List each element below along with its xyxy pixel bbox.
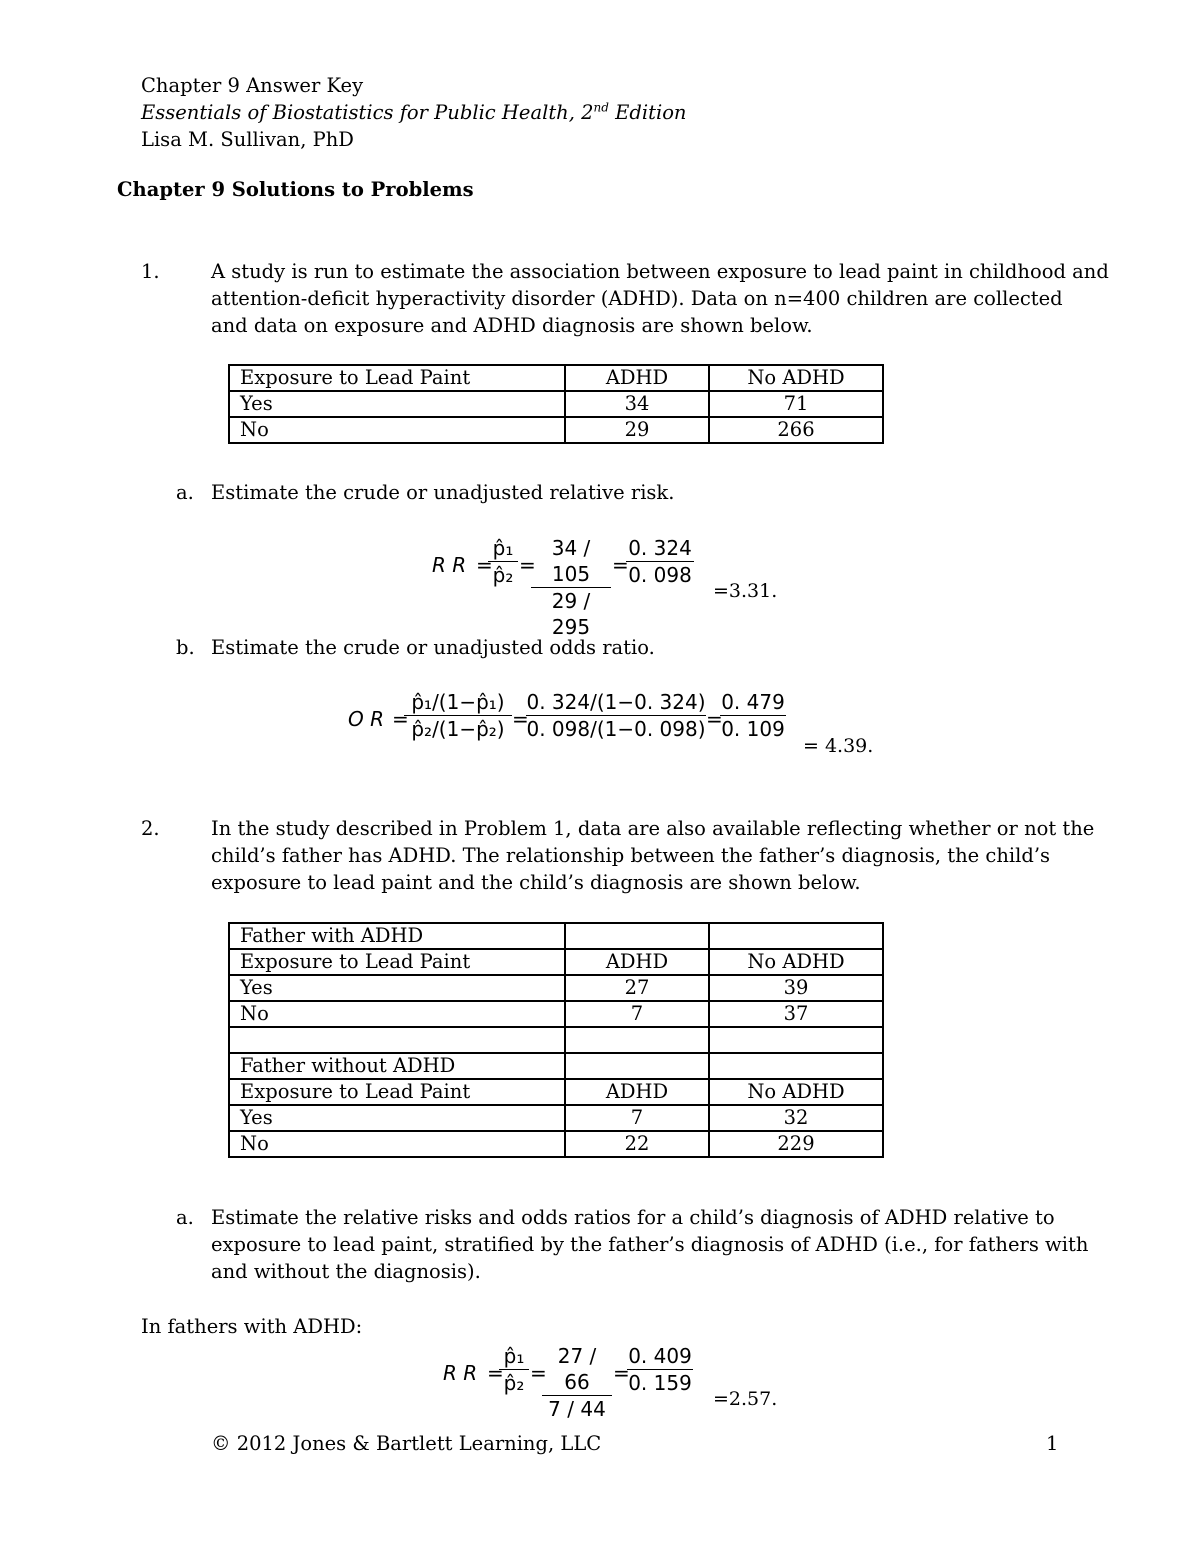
table-cell (565, 1027, 709, 1053)
fraction-denominator: 7 / 44 (548, 1397, 606, 1421)
table-cell: No (229, 417, 565, 443)
problem2-part-a-label: a. (176, 1206, 194, 1229)
or-lhs: O R (348, 707, 384, 731)
problem1-line2: attention-deficit hyperactivity disorder (ADHD). Data on n=400 children are collected (211, 287, 1063, 310)
problem2-line2: child’s father has ADHD. The relationship between the father’s diagnosis, the child’s (211, 844, 1051, 867)
table-row (229, 1105, 883, 1131)
header-book-title-sup: nd (593, 100, 609, 115)
table-row (229, 1131, 883, 1157)
table-header-cell: No ADHD (709, 949, 883, 975)
fraction-denominator: 0. 159 (628, 1371, 692, 1395)
rr-result-2: =2.57. (713, 1388, 778, 1410)
fraction (526, 689, 706, 742)
table-header-cell: Exposure to Lead Paint (229, 365, 565, 391)
problem1-line1: A study is run to estimate the association between exposure to lead paint in childhood and (211, 260, 1109, 283)
rr-lhs: R R (432, 553, 467, 577)
table-row (229, 1079, 883, 1105)
equals-sign: = (487, 1361, 504, 1385)
table-header-cell: Exposure to Lead Paint (229, 949, 565, 975)
table-cell (709, 923, 883, 949)
fraction-denominator: 0. 098 (628, 563, 692, 587)
rr-lhs: R R (443, 1361, 478, 1385)
fraction-numerator: 27 / 66 (557, 1344, 597, 1394)
equals-sign: = (530, 1361, 547, 1385)
table-cell (229, 1027, 565, 1053)
problem1-part-a-text: Estimate the crude or unadjusted relative risk. (211, 481, 675, 504)
equals-sign: = (519, 553, 536, 577)
table-cell: 266 (709, 417, 883, 443)
or-formula (348, 689, 808, 759)
fraction (488, 535, 518, 588)
table-cell (565, 923, 709, 949)
footer-page-number: 1 (1046, 1432, 1059, 1455)
table-cell: No (229, 1001, 565, 1027)
table-cell: No (229, 1131, 565, 1157)
equals-sign: = (706, 707, 723, 731)
table-cell: 34 (565, 391, 709, 417)
problem1-part-a-label: a. (176, 481, 194, 504)
problem2-line1: In the study described in Problem 1, data are also available reflecting whether or not the (211, 817, 1095, 840)
table-cell: 7 (565, 1001, 709, 1027)
fraction (499, 1343, 529, 1396)
fraction-numerator: p̂₁/(1−p̂₁) (411, 690, 505, 714)
problem1-part-b-label: b. (176, 636, 195, 659)
table-cell: 229 (709, 1131, 883, 1157)
fraction-denominator: 0. 109 (721, 717, 785, 741)
table-group-label: Father without ADHD (229, 1053, 565, 1079)
table-row (229, 365, 883, 391)
equals-sign: = (512, 707, 529, 731)
fraction-denominator: 29 / 295 (551, 589, 591, 639)
table-header-cell: ADHD (565, 949, 709, 975)
equals-sign: = (476, 553, 493, 577)
problem2-number: 2. (141, 817, 160, 840)
table-cell: 71 (709, 391, 883, 417)
table-cell: 29 (565, 417, 709, 443)
table-row (229, 391, 883, 417)
header-book-title (141, 99, 687, 126)
table-row (229, 1001, 883, 1027)
equals-sign: = (392, 707, 409, 731)
table-cell: 37 (709, 1001, 883, 1027)
table-cell (565, 1053, 709, 1079)
table-row (229, 949, 883, 975)
section-title: Chapter 9 Solutions to Problems (117, 178, 474, 201)
fraction-denominator: p̂₂/(1−p̂₂) (411, 717, 505, 741)
problem2-part-a-line3: and without the diagnosis). (211, 1260, 481, 1283)
fraction (542, 1343, 612, 1422)
table-cell: Yes (229, 391, 565, 417)
fraction-denominator: p̂₂ (503, 1371, 525, 1395)
fraction-numerator: 0. 324/(1−0. 324) (526, 690, 706, 714)
fraction (720, 689, 786, 742)
table-group-label: Father with ADHD (229, 923, 565, 949)
fraction (626, 535, 694, 588)
table-cell: 22 (565, 1131, 709, 1157)
header-book-title-end: Edition (608, 101, 687, 124)
fraction-numerator: p̂₁ (503, 1344, 525, 1368)
table-header-cell: No ADHD (709, 1079, 883, 1105)
footer-copyright: © 2012 Jones & Bartlett Learning, LLC (211, 1432, 602, 1455)
table-cell: Yes (229, 975, 565, 1001)
fathers-with-adhd-label: In fathers with ADHD: (141, 1315, 363, 1338)
fraction-numerator: 0. 324 (628, 536, 692, 560)
fraction-numerator: 34 / 105 (551, 536, 591, 586)
fraction-numerator: 0. 479 (721, 690, 785, 714)
table-row (229, 417, 883, 443)
fraction-denominator: 0. 098/(1−0. 098) (526, 717, 706, 741)
table-header-cell: No ADHD (709, 365, 883, 391)
fraction-numerator: p̂₁ (492, 536, 514, 560)
table-header-cell: ADHD (565, 1079, 709, 1105)
table-cell: 7 (565, 1105, 709, 1131)
fraction (627, 1343, 693, 1396)
problem2-table (228, 922, 884, 1158)
problem2-part-a-line2: exposure to lead paint, stratified by the father’s diagnosis of ADHD (i.e., for fathers with (211, 1233, 1089, 1256)
table-cell: 32 (709, 1105, 883, 1131)
fraction (404, 689, 512, 742)
table-row (229, 1053, 883, 1079)
table-row (229, 975, 883, 1001)
table-cell (709, 1027, 883, 1053)
equals-sign: = (613, 1361, 630, 1385)
header-book-title-main: Essentials of Biostatistics for Public Health, 2 (141, 101, 594, 124)
table-cell (709, 1053, 883, 1079)
problem1-number: 1. (141, 260, 160, 283)
rr-result-1: =3.31. (713, 580, 778, 602)
problem1-table (228, 364, 884, 444)
table-row (229, 923, 883, 949)
problem1-line3: and data on exposure and ADHD diagnosis are shown below. (211, 314, 813, 337)
problem2-part-a-line1: Estimate the relative risks and odds ratios for a child’s diagnosis of ADHD relative to (211, 1206, 1055, 1229)
problem1-part-b-text: Estimate the crude or unadjusted odds ratio. (211, 636, 655, 659)
table-cell: Yes (229, 1105, 565, 1131)
table-cell: 27 (565, 975, 709, 1001)
header-line1: Chapter 9 Answer Key (141, 74, 364, 97)
or-result: = 4.39. (803, 735, 874, 757)
fraction (531, 535, 611, 640)
fraction-numerator: 0. 409 (628, 1344, 692, 1368)
fraction-denominator: p̂₂ (492, 563, 514, 587)
equals-sign: = (612, 553, 629, 577)
table-header-cell: Exposure to Lead Paint (229, 1079, 565, 1105)
table-row (229, 1027, 883, 1053)
header-author: Lisa M. Sullivan, PhD (141, 128, 354, 151)
table-cell: 39 (709, 975, 883, 1001)
problem2-line3: exposure to lead paint and the child’s diagnosis are shown below. (211, 871, 861, 894)
table-header-cell: ADHD (565, 365, 709, 391)
